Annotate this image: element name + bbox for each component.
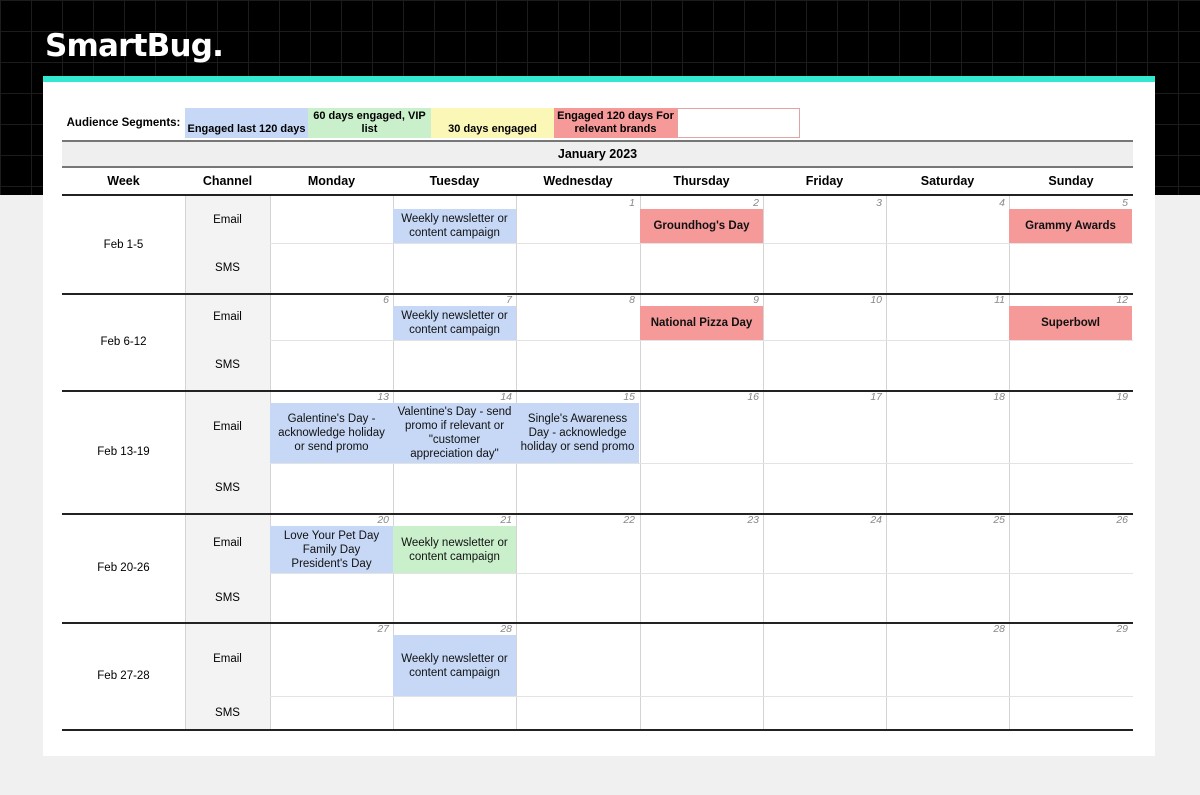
channel-label-email: Email <box>213 537 242 549</box>
week-label: Feb 6-12 <box>100 335 147 348</box>
day-number: 18 <box>993 391 1005 403</box>
day-number: 13 <box>377 391 389 403</box>
column-header-thursday: Thursday <box>673 174 730 188</box>
row-divider <box>270 696 1133 697</box>
day-number: 15 <box>623 391 635 403</box>
day-number: 24 <box>870 514 882 526</box>
week-label: Feb 1-5 <box>103 238 144 251</box>
channel-label-email: Email <box>213 310 242 323</box>
day-number: 26 <box>1116 514 1128 526</box>
segment-blue: Engaged last 120 days <box>185 108 308 138</box>
day-number: 4 <box>999 197 1005 209</box>
column-header-sunday: Sunday <box>1048 174 1094 188</box>
day-number: 12 <box>1116 294 1128 306</box>
day-number: 27 <box>377 623 389 635</box>
channel-label-email: Email <box>213 420 242 433</box>
week-label: Feb 27-28 <box>97 669 150 682</box>
day-number: 9 <box>753 294 759 306</box>
segment-empty <box>677 108 800 138</box>
day-number: 5 <box>1122 197 1128 209</box>
channel-label-sms: SMS <box>215 262 240 274</box>
column-header-channel: Channel <box>202 174 253 188</box>
channel-label-sms: SMS <box>215 359 240 371</box>
calendar-event: Superbowl <box>1009 306 1132 340</box>
calendar-event: Valentine's Day - send promo if relevant or "customer appreciation day" <box>393 403 516 463</box>
calendar-event: Galentine's Day - acknowledge holiday or send promo <box>270 403 393 463</box>
week-label: Feb 20-26 <box>97 561 150 574</box>
segment-green: 60 days engaged, VIP list <box>308 108 431 138</box>
audience-segments-label: Audience Segments: <box>66 117 181 129</box>
day-number: 25 <box>993 514 1005 526</box>
calendar-event: Love Your Pet Day Family Day President's Day <box>270 526 393 573</box>
day-number: 28 <box>500 623 512 635</box>
day-number: 1 <box>629 197 635 209</box>
day-number: 17 <box>870 391 882 403</box>
day-number: 14 <box>500 391 512 403</box>
day-number: 19 <box>1116 391 1128 403</box>
day-number: 10 <box>870 294 882 306</box>
column-header-tuesday: Tuesday <box>429 174 480 188</box>
row-divider <box>270 573 1133 574</box>
day-number: 7 <box>506 294 512 306</box>
calendar-event: Weekly newsletter or content campaign <box>393 306 516 340</box>
day-number: 29 <box>1116 623 1128 635</box>
column-header-week: Week <box>107 174 140 188</box>
day-number: 16 <box>747 391 759 403</box>
segment-red: Engaged 120 days For relevant brands <box>554 108 677 138</box>
calendar-event: National Pizza Day <box>640 306 763 340</box>
week-label: Feb 13-19 <box>97 445 150 458</box>
day-number: 23 <box>747 514 759 526</box>
column-header-monday: Monday <box>307 174 356 188</box>
channel-label-sms: SMS <box>215 482 240 494</box>
column-header-friday: Friday <box>805 174 844 188</box>
calendar-event: Weekly newsletter or content campaign <box>393 635 516 696</box>
row-divider <box>270 463 1133 464</box>
calendar-event: Weekly newsletter or content campaign <box>393 526 516 573</box>
smartbug-logo: SmartBug. <box>45 28 224 64</box>
channel-label-email: Email <box>213 213 242 226</box>
column-header-saturday: Saturday <box>920 174 975 188</box>
calendar-event: Groundhog's Day <box>640 209 763 243</box>
day-number: 20 <box>377 514 389 526</box>
row-divider <box>270 340 1133 341</box>
day-number: 11 <box>994 294 1005 306</box>
segment-yellow: 30 days engaged <box>431 108 554 138</box>
calendar-event: Weekly newsletter or content campaign <box>393 209 516 243</box>
calendar-title: January 2023 <box>62 140 1133 168</box>
day-number: 2 <box>753 197 759 209</box>
row-divider <box>270 243 1133 244</box>
accent-bar <box>43 76 1155 82</box>
channel-label-sms: SMS <box>215 591 240 604</box>
day-number: 21 <box>500 514 512 526</box>
week-divider <box>62 729 1133 731</box>
day-number: 28 <box>993 623 1005 635</box>
channel-label-sms: SMS <box>215 706 240 719</box>
day-number: 3 <box>876 197 882 209</box>
day-number: 6 <box>383 294 389 306</box>
channel-label-email: Email <box>213 653 242 665</box>
calendar-event: Single's Awareness Day - acknowledge holiday or send promo <box>516 403 639 463</box>
day-number: 22 <box>623 514 635 526</box>
day-number: 8 <box>629 294 635 306</box>
column-header-wednesday: Wednesday <box>543 174 613 188</box>
calendar-event: Grammy Awards <box>1009 209 1132 243</box>
